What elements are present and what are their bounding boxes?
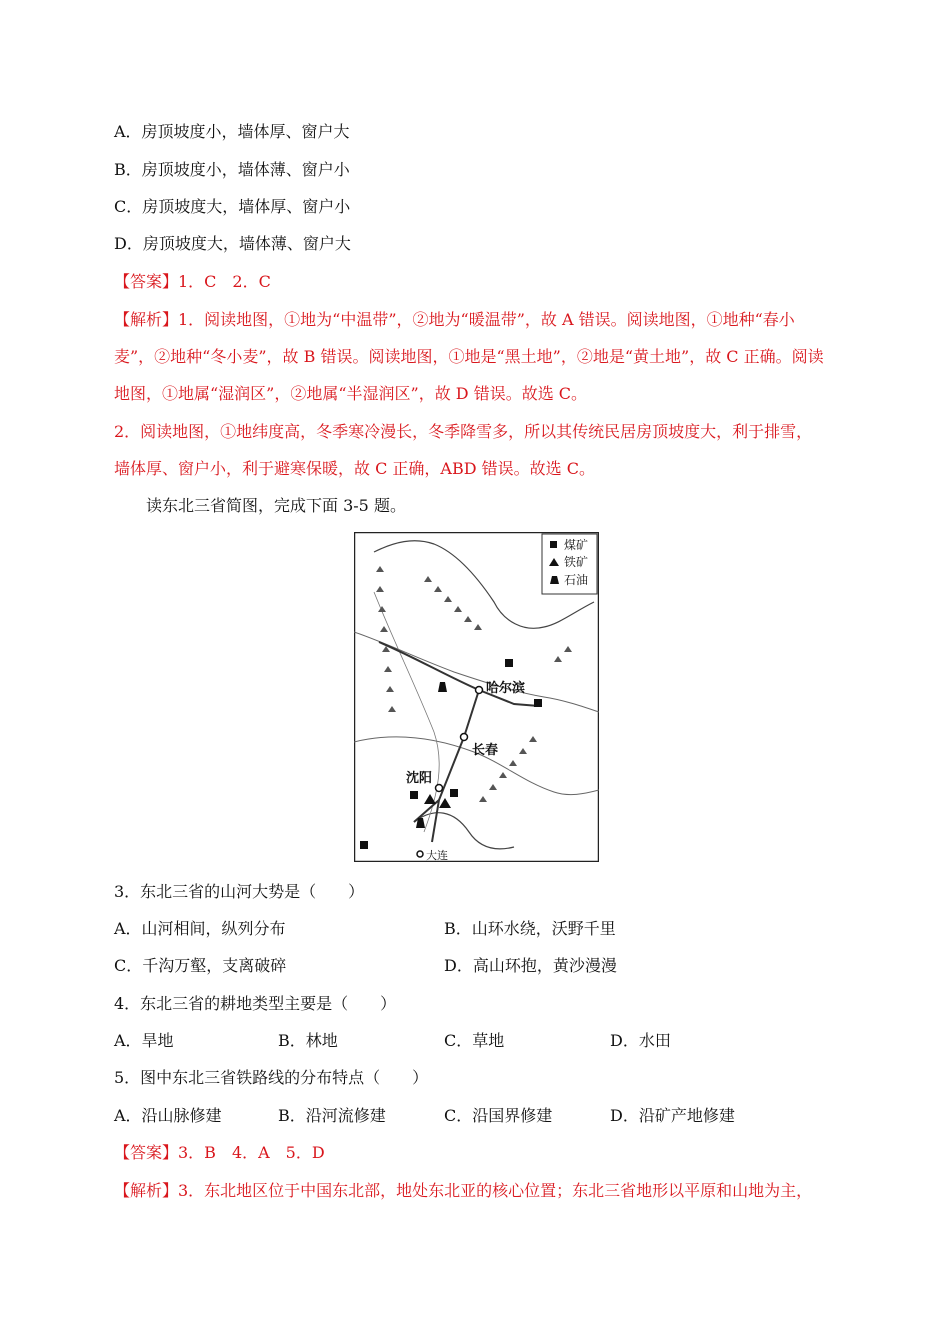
city-shenyang-dot xyxy=(436,785,443,792)
coal-mine-marker xyxy=(505,659,513,667)
q4-option-d: D．水田 xyxy=(610,1031,671,1050)
q3-option-b: B．山环水绕，沃野千里 xyxy=(444,919,616,938)
legend-iron-label: 铁矿 xyxy=(564,555,589,569)
city-changchun-dot xyxy=(461,734,468,741)
q4-option-b: B．林地 xyxy=(278,1031,338,1050)
q3-option-c: C．千沟万壑，支离破碎 xyxy=(114,956,287,975)
answer-2: 【答案】3．B 4．A 5．D xyxy=(114,1143,325,1162)
option-d: D．房顶坡度大，墙体薄、窗户大 xyxy=(114,234,351,253)
q5-option-b: B．沿河流修建 xyxy=(278,1106,386,1125)
legend-oil-label: 石油 xyxy=(564,573,589,587)
legend-coal-label: 煤矿 xyxy=(564,538,589,552)
answer-1: 【答案】1．C 2．C xyxy=(114,272,271,291)
coal-mine-marker xyxy=(534,699,542,707)
city-changchun-label: 长春 xyxy=(472,742,499,757)
analysis-1-line-5: 墙体厚、窗户小，利于避寒保暖，故 C 正确，ABD 错误。故选 C。 xyxy=(114,459,595,478)
analysis-1-line-4: 2．阅读地图，①地纬度高，冬季寒冷漫长，冬季降雪多，所以其传统民居房顶坡度大，利于排雪， xyxy=(114,422,813,441)
northeast-map xyxy=(354,532,599,862)
option-a: A．房顶坡度小，墙体厚、窗户大 xyxy=(114,122,350,141)
analysis-1-line-1: 【解析】1．阅读地图，①地为“中温带”，②地为“暖温带”，故 A 错误。阅读地图，①地种“春小 xyxy=(114,310,795,329)
coal-mine-marker xyxy=(450,789,458,797)
coal-mine-marker xyxy=(410,791,418,799)
option-b: B．房顶坡度小，墙体薄、窗户小 xyxy=(114,160,350,179)
q4-option-a: A．旱地 xyxy=(114,1031,174,1050)
city-shenyang-label: 沈阳 xyxy=(406,770,433,785)
legend xyxy=(542,534,597,594)
q5-option-d: D．沿矿产地修建 xyxy=(610,1106,735,1125)
city-harbin-label: 哈尔滨 xyxy=(486,680,526,695)
q5-option-c: C．沿国界修建 xyxy=(444,1106,553,1125)
analysis-2: 【解析】3．东北地区位于中国东北部，地处东北亚的核心位置；东北三省地形以平原和山地为主， xyxy=(114,1181,813,1200)
analysis-1-line-2: 麦”，②地种“冬小麦”，故 B 错误。阅读地图，①地是“黑土地”，②地是“黄土地”，故 C 正确。阅读 xyxy=(114,347,824,366)
city-dalian-label: 大连 xyxy=(426,850,448,862)
q5-stem: 5．图中东北三省铁路线的分布特点（ ） xyxy=(114,1068,429,1087)
q4-option-c: C．草地 xyxy=(444,1031,505,1050)
city-harbin-dot xyxy=(476,687,483,694)
q3-option-a: A．山河相间，纵列分布 xyxy=(114,919,286,938)
option-c: C．房顶坡度大，墙体厚、窗户小 xyxy=(114,197,351,216)
coal-mine-marker xyxy=(360,841,368,849)
q3-stem: 3．东北三省的山河大势是（ ） xyxy=(114,882,365,901)
q4-stem: 4．东北三省的耕地类型主要是（ ） xyxy=(114,994,397,1013)
q5-option-a: A．沿山脉修建 xyxy=(114,1106,222,1125)
q3-option-d: D．高山环抱，黄沙漫漫 xyxy=(444,956,617,975)
city-dalian-dot xyxy=(417,851,423,857)
intro-text: 读东北三省简图，完成下面 3-5 题。 xyxy=(146,496,406,515)
analysis-1-line-3: 地图，①地属“湿润区”，②地属“半湿润区”，故 D 错误。故选 C。 xyxy=(114,384,588,403)
